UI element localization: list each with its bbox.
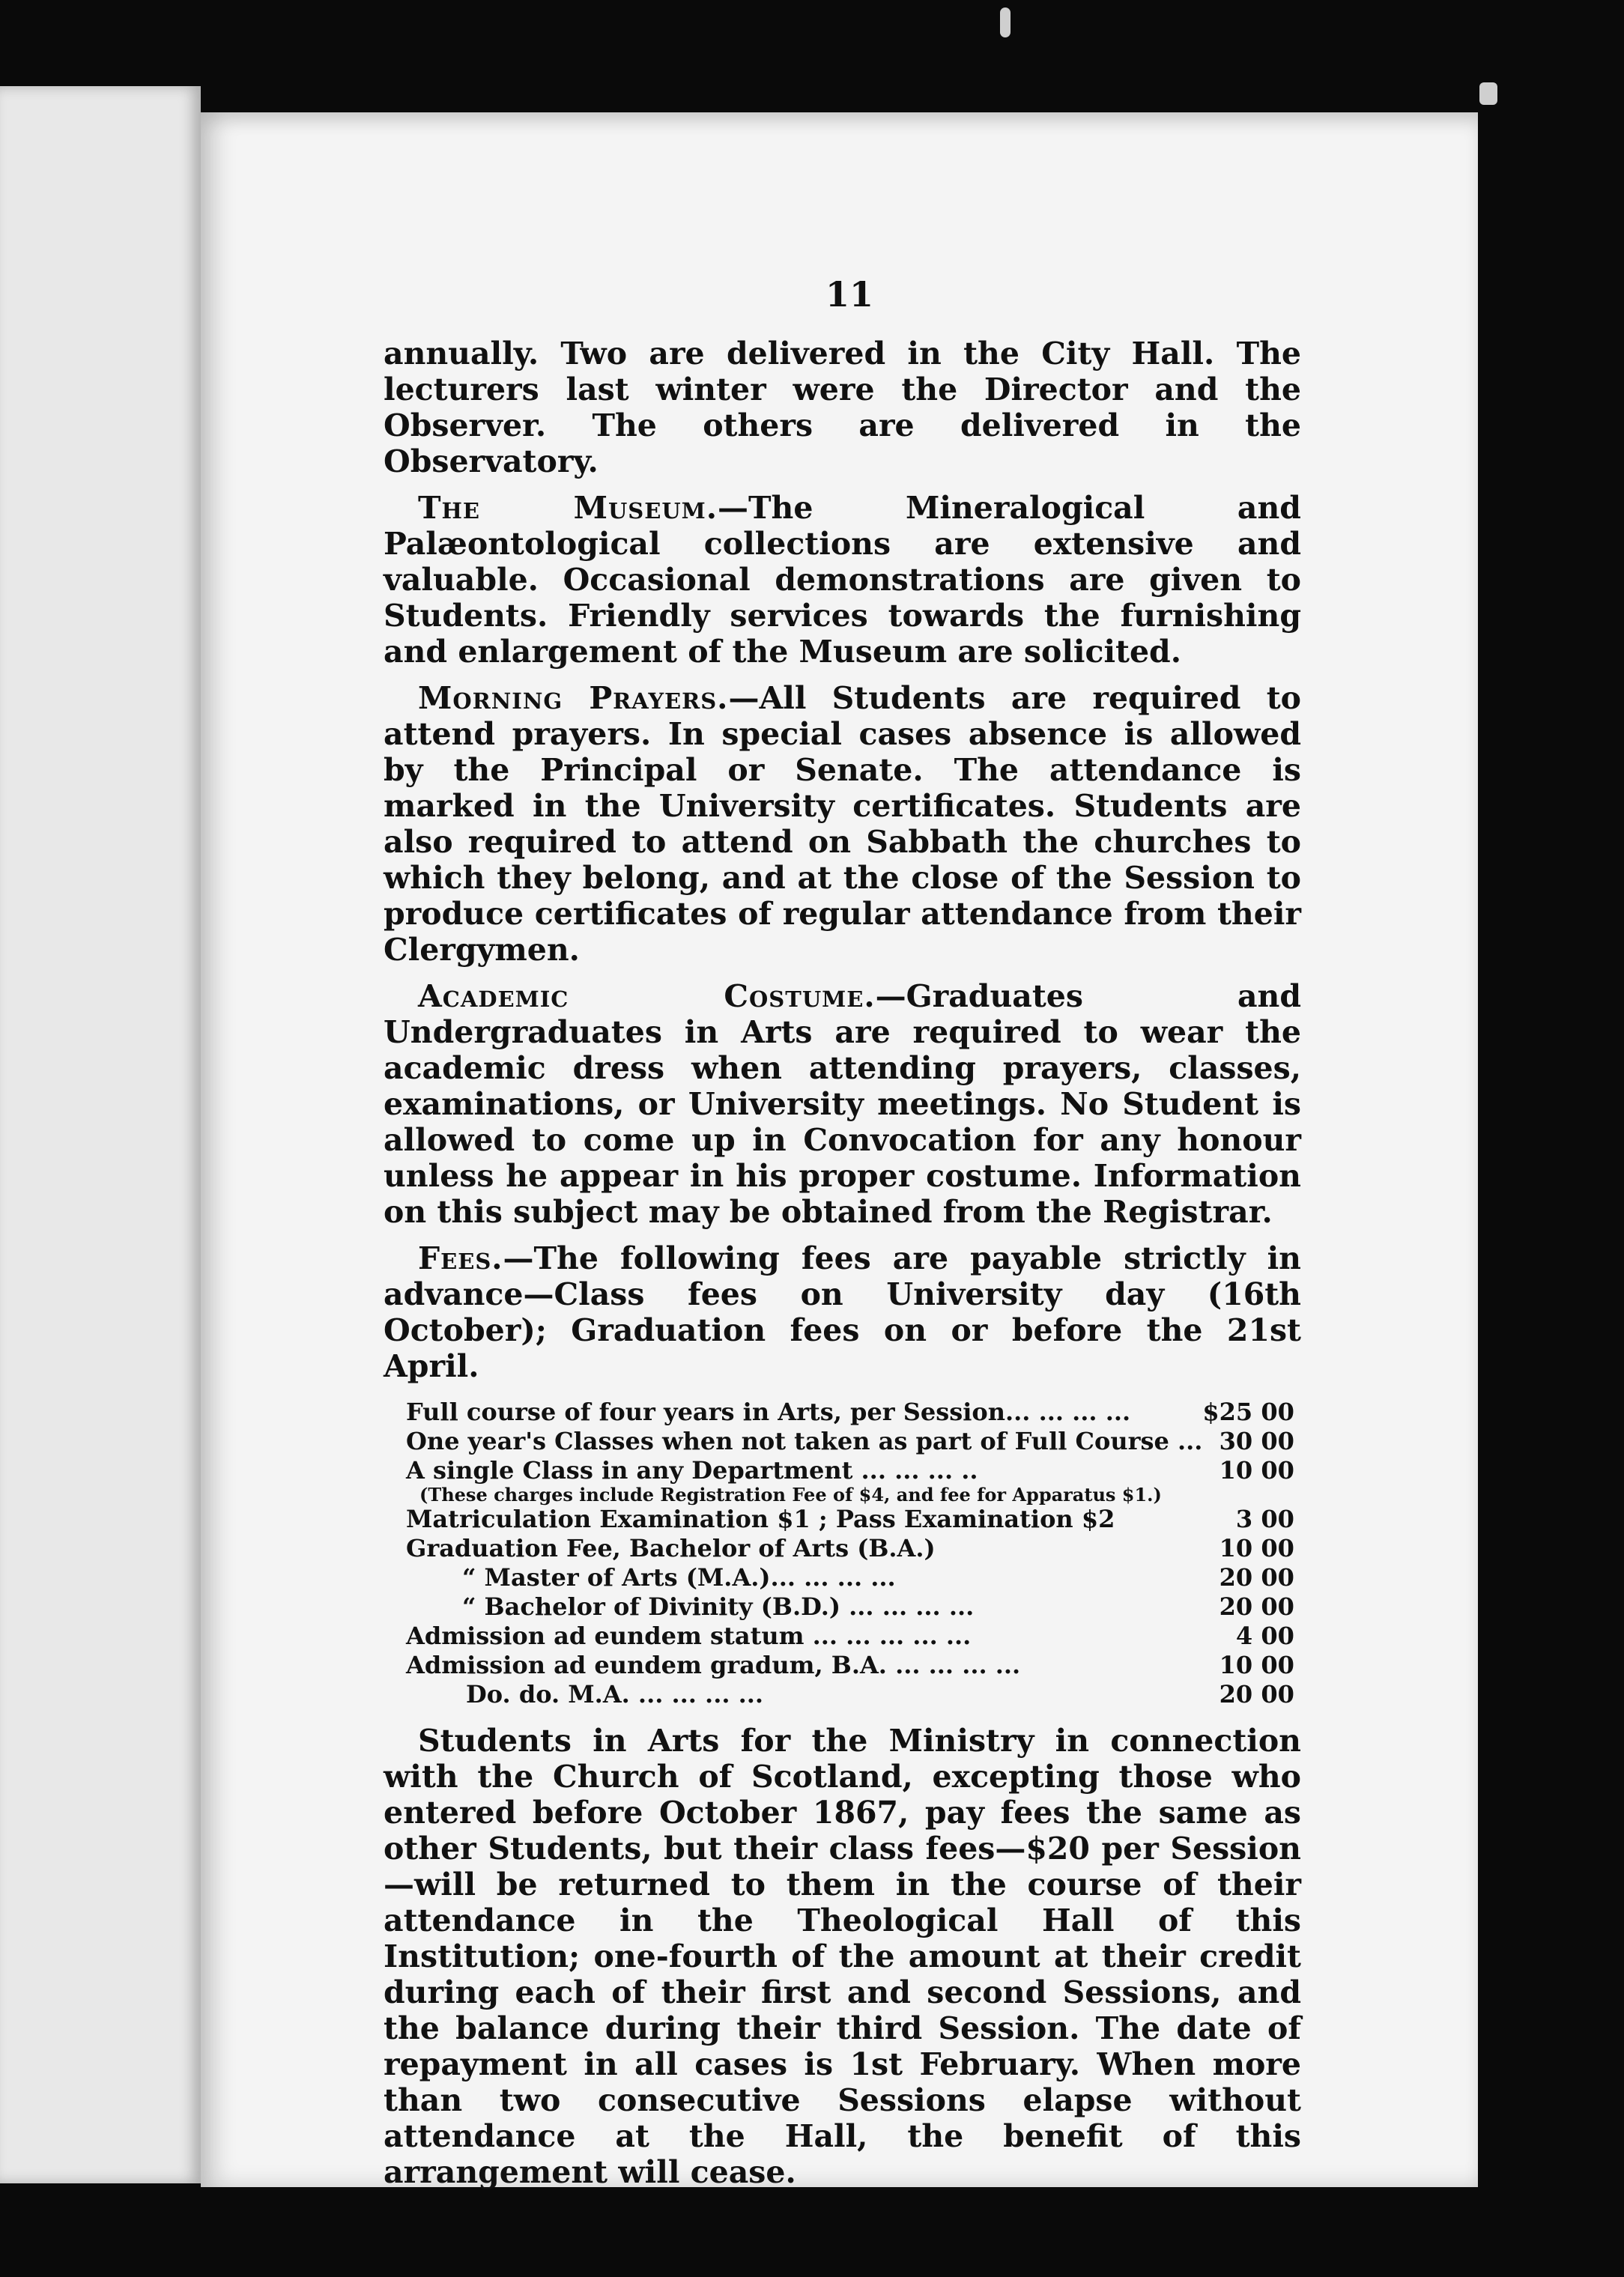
fee-row [406, 1563, 1294, 1592]
fee-row [406, 1398, 1294, 1427]
prayers-paragraph [384, 680, 1301, 968]
costume-paragraph [384, 978, 1301, 1230]
page-number: 11 [825, 274, 874, 315]
fee-description: One year's Classes when not taken as part of Full Course ... [406, 1427, 1203, 1455]
fee-description: Admission ad eundem gradum, B.A. ... ... ... ... [406, 1651, 1021, 1679]
fee-table [406, 1398, 1294, 1709]
fee-row [406, 1427, 1294, 1456]
museum-heading: The Museum. [418, 490, 718, 526]
fees-paragraph [384, 1240, 1301, 1384]
fee-amount: 20 00 [1219, 1592, 1294, 1621]
prayers-heading: Morning Prayers. [418, 680, 729, 716]
fee-description: Graduation Fee, Bachelor of Arts (B.A.) [406, 1534, 936, 1562]
fee-note-row [406, 1485, 1294, 1505]
prayers-text: —All Students are required to attend prayers. In special cases absence is allowed by the Principal or Senate. The attendance is marked in the University certificates. Students are also required to attend on Sabbath the churches to which they belong, and at the close of the Session to produce certificates of regular attendance from their Clergymen. [384, 680, 1301, 968]
ministry-paragraph: Students in Arts for the Ministry in connection with the Church of Scotland, excepting those who entered before October 1867, pay fees the same as other Students, but their class fees—$20 per Session—will be returned to them in the course of their attendance in the Theological Hall of this Institution; one-fourth of the amount at their credit during each of their first and second Sessions, and the balance during their third Session. The date of repayment in all cases is 1st February. When more than two consecutive Sessions elapse without attendance at the Hall, the benefit of this arrangement will cease. [384, 1723, 1301, 2190]
fees-text: —The following fees are payable strictly in advance—Class fees on University day (16th October); Graduation fees on or before the 21st April. [384, 1240, 1301, 1384]
costume-text: —Graduates and Undergraduates in Arts are required to wear the academic dress when attending prayers, classes, examinations, or University meetings. No Student is allowed to come up in Convocation for any honour unless he appear in his proper costume. Information on this subject may be obtained from the Registrar. [384, 978, 1301, 1230]
fee-description: “ Bachelor of Divinity (B.D.) ... ... ... ... [462, 1592, 975, 1621]
fee-row [406, 1622, 1294, 1651]
fee-amount: 10 00 [1219, 1456, 1294, 1485]
fee-amount: $25 00 [1202, 1398, 1294, 1426]
fee-amount: 10 00 [1219, 1534, 1294, 1562]
fee-row [406, 1456, 1294, 1485]
fees-heading: Fees. [418, 1240, 503, 1276]
fee-description: Admission ad eundem statum ... ... ... ... ... [406, 1622, 972, 1650]
fee-row [406, 1505, 1294, 1534]
scan-speck [1000, 7, 1011, 37]
facing-page-edge [0, 86, 201, 2183]
scan-speck [1479, 82, 1497, 105]
fee-row [406, 1680, 1294, 1709]
fee-row [406, 1592, 1294, 1622]
fee-amount: 20 00 [1219, 1563, 1294, 1592]
paragraph-continued: annually. Two are delivered in the City Hall. The lecturers last winter were the Director and the Observer. The others are delivered in the Observatory. [384, 336, 1301, 479]
costume-heading: Academic Costume. [418, 978, 876, 1014]
fee-row [406, 1651, 1294, 1680]
fee-amount: 30 00 [1219, 1427, 1294, 1455]
fee-description: A single Class in any Department ... ... ... .. [406, 1456, 978, 1485]
fee-description: “ Master of Arts (M.A.)... ... ... ... [462, 1563, 896, 1592]
fee-note: (These charges include Registration Fee of $4, and fee for Apparatus $1.) [419, 1484, 1162, 1506]
fee-description: Full course of four years in Arts, per Session... ... ... ... [406, 1398, 1131, 1426]
museum-paragraph [384, 490, 1301, 670]
fee-description: Matriculation Examination $1 ; Pass Examination $2 [406, 1505, 1115, 1533]
fee-amount: 3 00 [1235, 1505, 1294, 1533]
museum-text: —The Mineralogical and Palæontological collections are extensive and valuable. Occasional demonstrations are given to Students. Friendly services towards the furnishing and enlargement of the Museum are solicited. [384, 490, 1301, 670]
fee-amount: 20 00 [1219, 1680, 1294, 1708]
fee-row [406, 1534, 1294, 1563]
fee-amount: 4 00 [1235, 1622, 1294, 1650]
fee-amount: 10 00 [1219, 1651, 1294, 1679]
fee-description: Do. do. M.A. ... ... ... ... [466, 1680, 764, 1708]
page-body [384, 336, 1301, 2201]
